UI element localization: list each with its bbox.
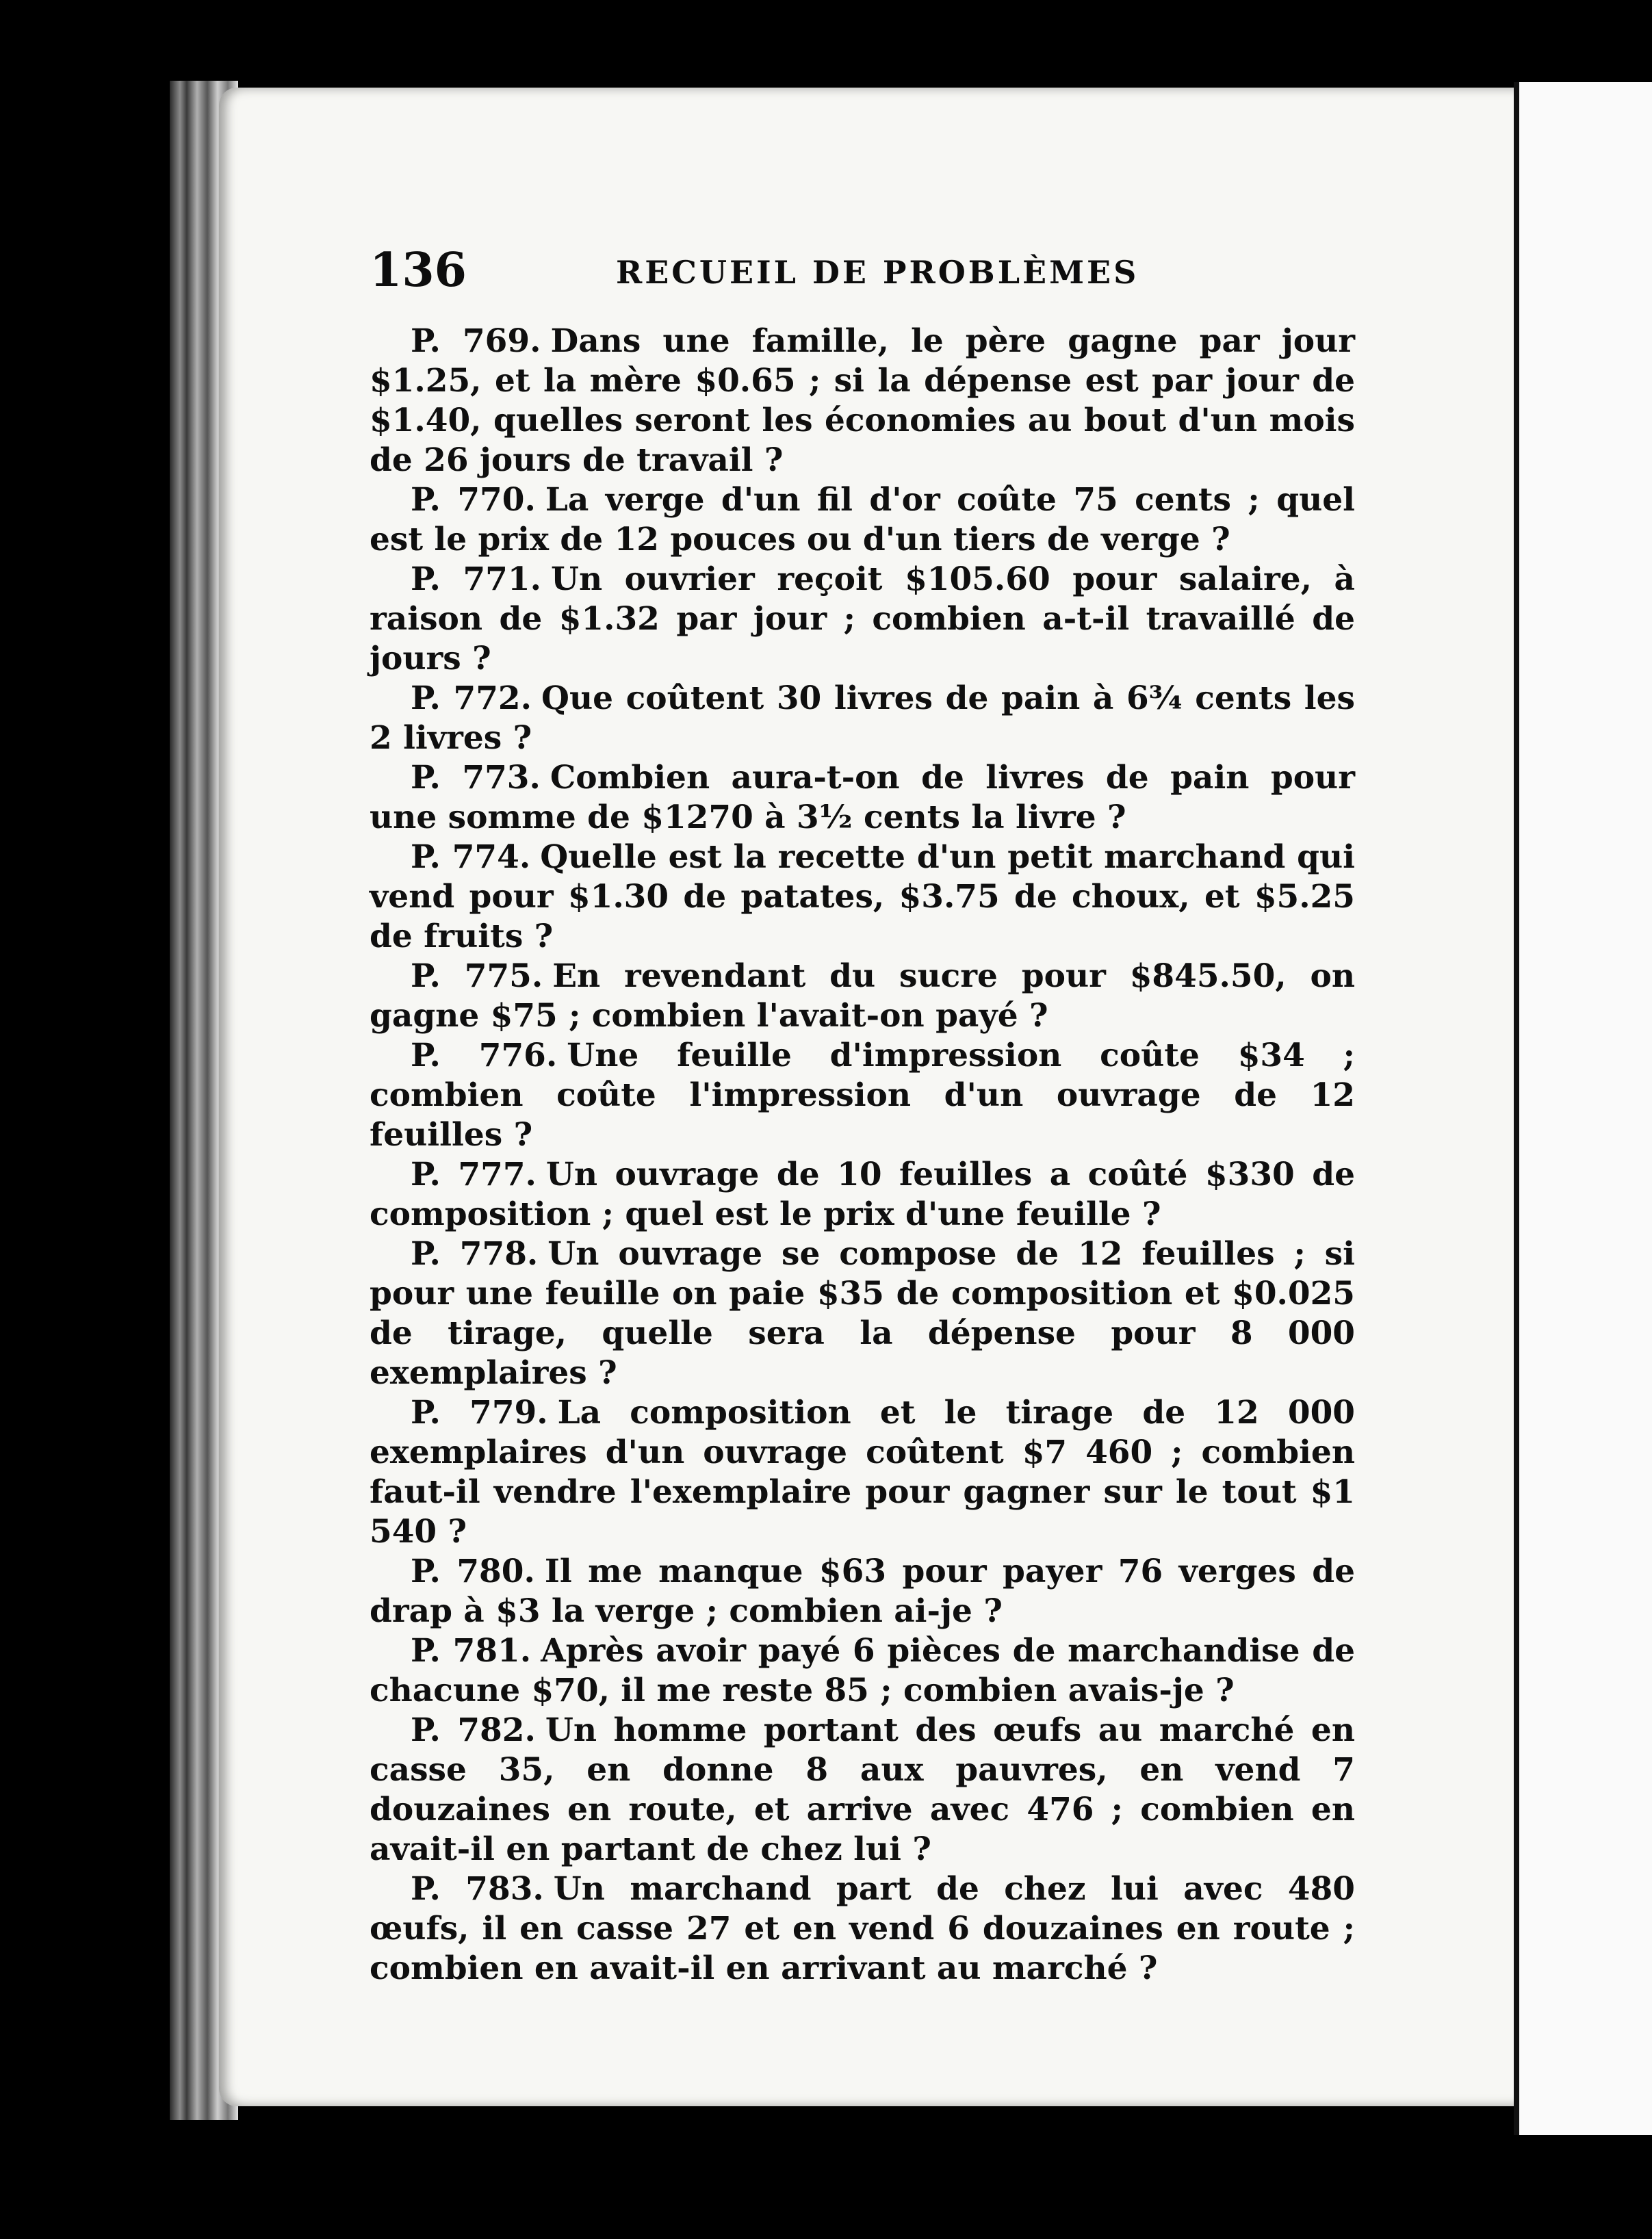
problem-text: Il me manque $63 pour payer 76 verges de drap à $3 la verge ; combien ai-je ?	[370, 1553, 1356, 1630]
problem-text: Dans une famille, le père gagne par jour $1.25, et la mère $0.65 ; si la dépense est par jour de $1.40, quelles seront les économies au bout d'un mois de 26 jours de travail ?	[370, 322, 1356, 479]
problem-text: En revendant du sucre pour $845.50, on gagne $75 ; combien l'avait-on payé ?	[370, 957, 1355, 1035]
page-number: 136	[370, 243, 467, 298]
problem-text: Que coûtent 30 livres de pain à 6¾ cents les 2 livres ?	[370, 680, 1355, 757]
problem-text: La verge d'un fil d'or coûte 75 cents ; quel est le prix de 12 pouces ou d'un tiers de verge ?	[370, 481, 1355, 558]
problem-number: P. 778.	[411, 1235, 539, 1273]
problem-773	[370, 758, 1355, 838]
problem-text: Un ouvrage se compose de 12 feuilles ; si pour une feuille on paie $35 de composition et $0.025 de tirage, quelle sera la dépense pour 8 000 exemplaires ?	[370, 1235, 1355, 1392]
problem-769	[370, 322, 1355, 480]
problem-number: P. 773.	[411, 759, 541, 797]
problem-text: Un ouvrier reçoit $105.60 pour salaire, à raison de $1.32 par jour ; combien a-t-il travaillé de jours ?	[370, 560, 1355, 677]
problem-text: Après avoir payé 6 pièces de marchandise de chacune $70, il me reste 85 ; combien avais-je ?	[370, 1632, 1356, 1709]
problem-781	[370, 1631, 1355, 1711]
problem-text: La composition et le tirage de 12 000 exemplaires d'un ouvrage coûtent $7 460 ; combien faut-il vendre l'exemplaire pour gagner sur le tout $1 540 ?	[370, 1394, 1356, 1551]
problem-774	[370, 838, 1355, 957]
problem-list	[370, 322, 1355, 1989]
problem-782	[370, 1711, 1355, 1869]
problem-number: P. 769.	[411, 322, 541, 360]
problem-number: P. 782.	[411, 1711, 536, 1749]
problem-number: P. 774.	[411, 838, 531, 876]
problem-771	[370, 560, 1355, 679]
problem-number: P. 779.	[411, 1394, 548, 1432]
problem-number: P. 772.	[411, 680, 532, 717]
problem-number: P. 780.	[411, 1553, 535, 1590]
problem-text: Quelle est la recette d'un petit marchand qui vend pour $1.30 de patates, $3.75 de choux, et $5.25 de fruits ?	[370, 838, 1355, 955]
problem-number: P. 781.	[411, 1632, 532, 1670]
problem-780	[370, 1552, 1355, 1631]
problem-776	[370, 1036, 1355, 1155]
problem-772	[370, 679, 1355, 758]
problem-783	[370, 1869, 1355, 1989]
problem-text: Un ouvrage de 10 feuilles a coûté $330 de composition ; quel est le prix d'une feuille ?	[370, 1156, 1355, 1233]
running-title: RECUEIL DE PROBLÈMES	[616, 254, 1139, 291]
problem-778	[370, 1234, 1355, 1393]
problem-775	[370, 957, 1355, 1036]
problem-text: Un homme portant des œufs au marché en casse 35, en donne 8 aux pauvres, en vend 7 douzaines en route, et arrive avec 476 ; combien en avait-il en partant de chez lui ?	[370, 1711, 1355, 1868]
problem-text: Une feuille d'impression coûte $34 ; combien coûte l'impression d'un ouvrage de 12 feuilles ?	[370, 1037, 1355, 1154]
problem-779	[370, 1393, 1355, 1552]
problem-number: P. 771.	[411, 560, 541, 598]
problem-777	[370, 1155, 1355, 1234]
problem-number: P. 776.	[411, 1037, 558, 1074]
problem-number: P. 775.	[411, 957, 543, 995]
problem-770	[370, 480, 1355, 560]
problem-number: P. 777.	[411, 1156, 537, 1193]
page-header	[370, 240, 1355, 301]
problem-number: P. 783.	[411, 1870, 544, 1908]
facing-page-edge	[1519, 82, 1652, 2135]
problem-text: Un marchand part de chez lui avec 480 œufs, il en casse 27 et en vend 6 douzaines en route ; combien en avait-il en arrivant au marché ?	[370, 1870, 1355, 1987]
problem-text: Combien aura-t-on de livres de pain pour une somme de $1270 à 3½ cents la livre ?	[370, 759, 1355, 836]
problem-number: P. 770.	[411, 481, 536, 519]
